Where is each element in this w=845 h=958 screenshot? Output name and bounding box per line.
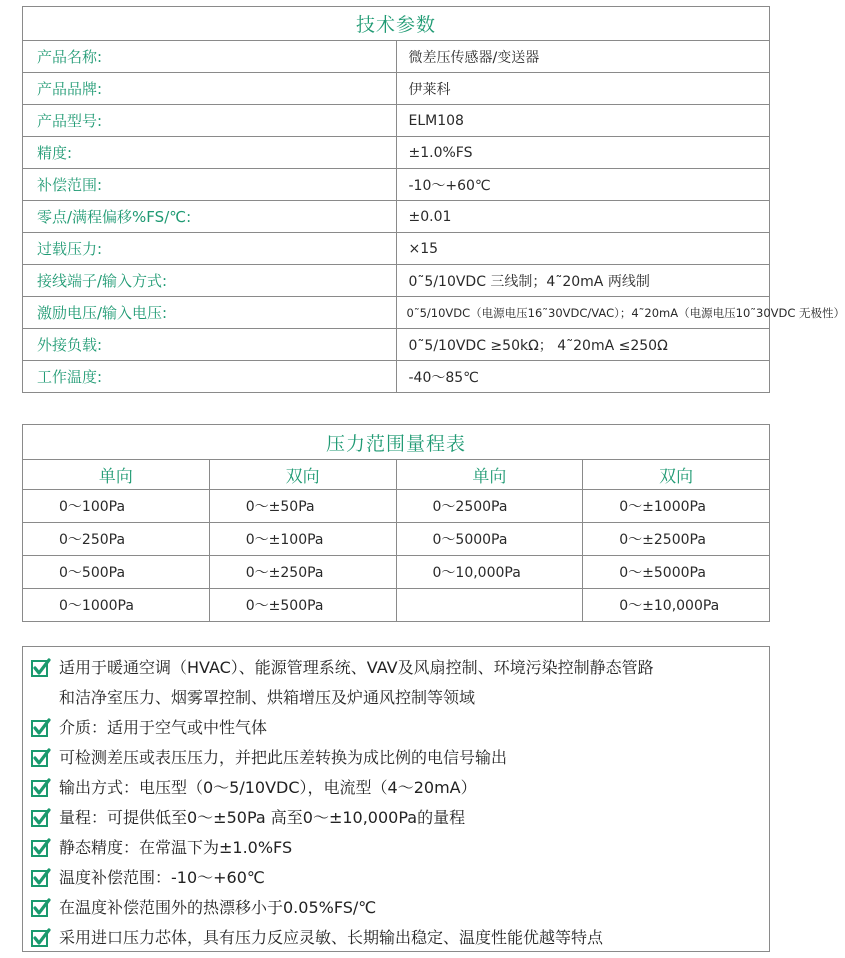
range-header: 单向 — [396, 460, 583, 490]
range-cell: 0〜±50Pa — [209, 490, 396, 523]
feature-text: 介质：适用于空气或中性气体 — [59, 718, 268, 737]
range-cell: 0〜10,000Pa — [396, 556, 583, 589]
spec-label: 外接负载: — [23, 329, 397, 361]
range-cell: 0〜250Pa — [23, 523, 210, 556]
range-cell: 0〜500Pa — [23, 556, 210, 589]
spec-value: ±1.0%FS — [396, 137, 770, 169]
feature-item — [31, 743, 769, 773]
feature-item — [31, 773, 769, 803]
range-row — [23, 589, 770, 622]
spec-row — [23, 41, 770, 73]
spec-row — [23, 105, 770, 137]
checkbox-checked-icon — [31, 838, 51, 858]
feature-text: 可检测差压或表压压力，并把此压差转换为成比例的电信号输出 — [59, 748, 508, 767]
feature-text: 采用进口压力芯体，具有压力反应灵敏、长期输出稳定、温度性能优越等特点 — [59, 928, 604, 947]
range-header: 双向 — [209, 460, 396, 490]
checkbox-checked-icon — [31, 868, 51, 888]
feature-text: 输出方式：电压型（0〜5/10VDC），电流型（4〜20mA） — [59, 778, 477, 797]
feature-item — [31, 863, 769, 893]
feature-item — [31, 803, 769, 833]
spec-label: 过载压力: — [23, 233, 397, 265]
range-row — [23, 523, 770, 556]
spec-row — [23, 169, 770, 201]
checkbox-checked-icon — [31, 778, 51, 798]
spec-value: ×15 — [396, 233, 770, 265]
spec-value: 0˜5/10VDC 三线制；4˜20mA 两线制 — [396, 265, 770, 297]
spec-label: 精度: — [23, 137, 397, 169]
spec-row — [23, 233, 770, 265]
range-header: 单向 — [23, 460, 210, 490]
range-cell — [396, 589, 583, 622]
range-cell: 0〜2500Pa — [396, 490, 583, 523]
feature-item — [31, 893, 769, 923]
range-cell: 0〜±500Pa — [209, 589, 396, 622]
spec-label: 工作温度: — [23, 361, 397, 393]
spec-row — [23, 73, 770, 105]
features-box — [22, 646, 770, 952]
feature-text: 量程：可提供低至0〜±50Pa 高至0〜±10,000Pa的量程 — [59, 808, 466, 827]
spec-label: 激励电压/输入电压: — [23, 297, 397, 329]
spec-row — [23, 201, 770, 233]
feature-item — [31, 923, 769, 953]
checkbox-checked-icon — [31, 808, 51, 828]
spec-row — [23, 361, 770, 393]
range-cell: 0〜±100Pa — [209, 523, 396, 556]
spec-row — [23, 329, 770, 361]
spec-row — [23, 265, 770, 297]
range-cell: 0〜5000Pa — [396, 523, 583, 556]
spec-value: 微差压传感器/变送器 — [396, 41, 770, 73]
spec-value: 0˜5/10VDC ≥50kΩ； 4˜20mA ≤250Ω — [396, 329, 770, 361]
range-table — [22, 424, 770, 622]
range-title-row — [23, 425, 770, 460]
spec-row — [23, 297, 770, 329]
checkbox-checked-icon — [31, 718, 51, 738]
checkbox-checked-icon — [31, 658, 51, 678]
spec-table — [22, 6, 845, 393]
feature-text: 静态精度：在常温下为±1.0%FS — [59, 838, 293, 857]
range-cell: 0〜±250Pa — [209, 556, 396, 589]
feature-item — [31, 833, 769, 863]
spec-label: 产品品牌: — [23, 73, 397, 105]
range-cell: 0〜1000Pa — [23, 589, 210, 622]
range-row — [23, 556, 770, 589]
range-cell: 0〜±10,000Pa — [583, 589, 770, 622]
range-header-row — [23, 460, 770, 490]
spec-label: 接线端子/输入方式: — [23, 265, 397, 297]
checkbox-checked-icon — [31, 928, 51, 948]
spec-table-title: 技术参数 — [23, 7, 770, 41]
range-cell: 0〜±1000Pa — [583, 490, 770, 523]
spec-value: -10〜+60℃ — [396, 169, 770, 201]
feature-text: 温度补偿范围：-10〜+60℃ — [59, 868, 265, 887]
range-cell: 0〜±2500Pa — [583, 523, 770, 556]
spec-label: 补偿范围: — [23, 169, 397, 201]
spec-label: 产品型号: — [23, 105, 397, 137]
range-row — [23, 490, 770, 523]
range-cell: 0〜±5000Pa — [583, 556, 770, 589]
spec-value: ±0.01 — [396, 201, 770, 233]
spec-value: 伊莱科 — [396, 73, 770, 105]
spec-value: ELM108 — [396, 105, 770, 137]
range-table-title: 压力范围量程表 — [23, 425, 770, 460]
spec-label: 零点/满程偏移%FS/℃: — [23, 201, 397, 233]
spec-value: 0˜5/10VDC（电源电压16˜30VDC/VAC）；4˜20mA（电源电压10˜30VDC 无极性） — [396, 297, 770, 329]
checkbox-checked-icon — [31, 748, 51, 768]
spec-row — [23, 137, 770, 169]
range-cell: 0〜100Pa — [23, 490, 210, 523]
spec-title-row — [23, 7, 770, 41]
spec-value: -40〜85℃ — [396, 361, 770, 393]
feature-text: 适用于暖通空调（HVAC）、能源管理系统、VAV及风扇控制、环境污染控制静态管路 — [59, 658, 654, 677]
feature-text-continued: 和洁净室压力、烟雾罩控制、烘箱增压及炉通风控制等领域 — [59, 688, 476, 707]
feature-item — [31, 713, 769, 743]
checkbox-checked-icon — [31, 898, 51, 918]
range-header: 双向 — [583, 460, 770, 490]
spec-label: 产品名称: — [23, 41, 397, 73]
feature-item — [31, 653, 769, 713]
feature-text: 在温度补偿范围外的热漂移小于0.05%FS/℃ — [59, 898, 377, 917]
